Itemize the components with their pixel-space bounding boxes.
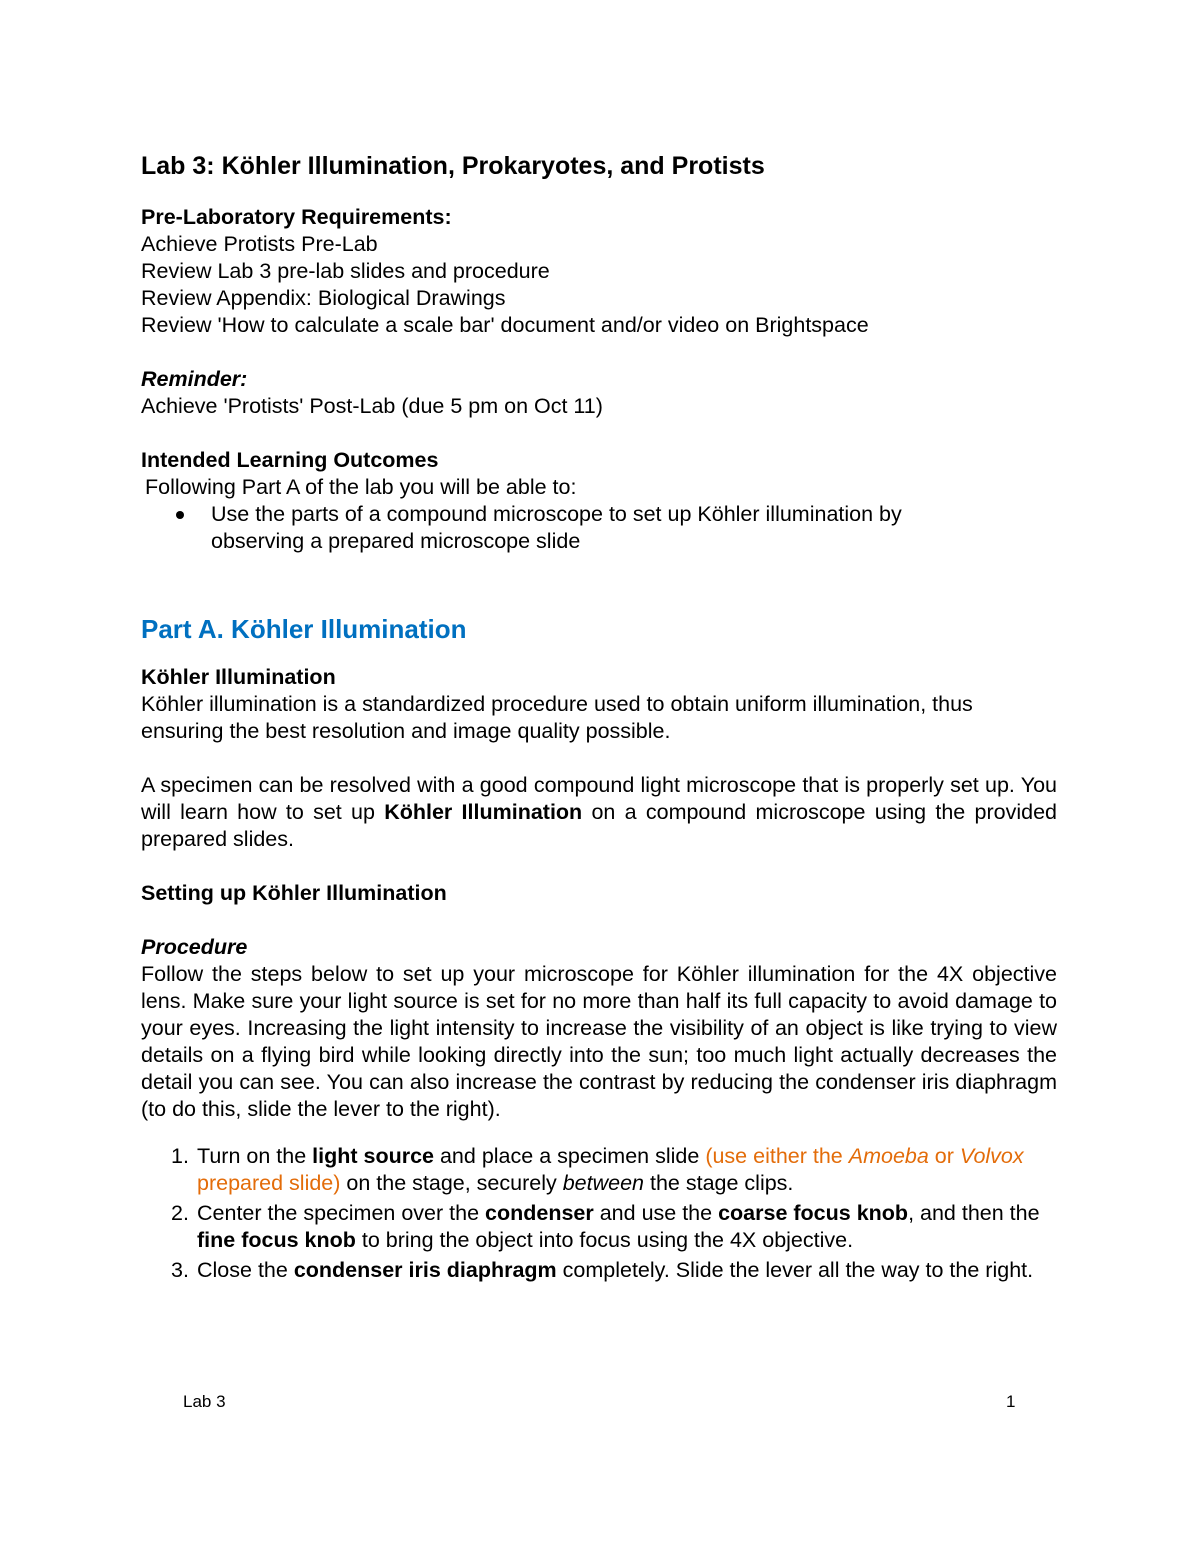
step-number: 3. [171, 1258, 189, 1282]
step-bold-text: condenser iris diaphragm [293, 1258, 557, 1282]
bullet-icon [176, 511, 184, 519]
outcome-line: Use the parts of a compound microscope to set up Köhler illumination by [211, 502, 902, 526]
part-a-title: Part A. Köhler Illumination [141, 614, 467, 644]
prelab-item: Review Appendix: Biological Drawings [141, 286, 506, 310]
step-number: 1. [171, 1144, 189, 1168]
step-text: to bring the object into focus using the 4X objective. [355, 1228, 854, 1252]
step-text: on the stage, securely [340, 1171, 563, 1195]
step-note-italic: Volvox [959, 1144, 1024, 1168]
outcomes-intro: Following Part A of the lab you will be able to: [145, 475, 577, 499]
step-text: Close the [197, 1258, 294, 1282]
step-number: 2. [171, 1201, 189, 1225]
outcome-item [141, 501, 1057, 555]
step-note-text: prepared slide) [197, 1171, 341, 1195]
outcomes-list [141, 501, 1057, 555]
procedure-step [141, 1257, 1057, 1284]
step-note-text: or [928, 1144, 960, 1168]
step-note-text: (use either the [705, 1144, 849, 1168]
prelab-item: Achieve Protists Pre-Lab [141, 232, 378, 256]
specimen-paragraph [141, 772, 1057, 853]
page-content [141, 150, 1057, 1287]
footer-label: Lab 3 [183, 1392, 226, 1411]
procedure-steps [141, 1143, 1057, 1284]
step-text: Center the specimen over the [197, 1201, 486, 1225]
procedure-step [141, 1143, 1057, 1197]
step-text: completely. Slide the lever all the way to the right. [556, 1258, 1034, 1282]
step-text: and place a specimen slide [434, 1144, 706, 1168]
procedure-paragraph: Follow the steps below to set up your microscope for Köhler illumination for the 4X objective lens. Make sure your light source is set for no more than half its full capacity to avoid damage to your eyes. Increasing the light intensity to increase the visibility of an object is like trying to view details on a flying bird while looking directly into the sun; too much light actually decreases the detail you can see. You can also increase the contrast by reducing the condenser iris diaphragm (to do this, slide the lever to the right). [141, 962, 1057, 1121]
outcomes-heading: Intended Learning Outcomes [141, 448, 439, 472]
prelab-item: Review Lab 3 pre-lab slides and procedure [141, 259, 550, 283]
setup-subheading: Setting up Köhler Illumination [141, 881, 447, 905]
step-bold-text: light source [312, 1144, 434, 1168]
paragraph-bold-text: Köhler Illumination [384, 800, 583, 824]
step-bold-text: fine focus knob [197, 1228, 356, 1252]
outcome-line: observing a prepared microscope slide [211, 529, 581, 553]
prelab-item: Review 'How to calculate a scale bar' document and/or video on Brightspace [141, 313, 869, 337]
kohler-subheading: Köhler Illumination [141, 665, 336, 689]
step-text: , and then the [908, 1201, 1040, 1225]
reminder-heading: Reminder: [141, 367, 248, 391]
procedure-step [141, 1200, 1057, 1254]
step-text: Turn on the [197, 1144, 313, 1168]
page-number: 1 [1006, 1392, 1016, 1411]
procedure-heading: Procedure [141, 935, 248, 959]
paragraph-text: A specimen can be resolved with a good compound light microscope that is properly set up. You will learn how to set up [141, 773, 1057, 824]
paragraph-text: on a compound microscope using the provided prepared slides. [141, 800, 1057, 851]
prelab-heading: Pre-Laboratory Requirements: [141, 205, 452, 229]
step-bold-text: condenser [485, 1201, 594, 1225]
step-note-italic: Amoeba [848, 1144, 929, 1168]
reminder-text: Achieve 'Protists' Post-Lab (due 5 pm on Oct 11) [141, 394, 603, 418]
document-title: Lab 3: Köhler Illumination, Prokaryotes, and Protists [141, 152, 765, 180]
step-text: the stage clips. [644, 1171, 794, 1195]
kohler-paragraph: Köhler illumination is a standardized procedure used to obtain uniform illumination, thus ensuring the best resolution and image quality possible. [141, 692, 973, 743]
step-text: and use the [593, 1201, 719, 1225]
step-bold-text: coarse focus knob [718, 1201, 909, 1225]
step-italic-text: between [562, 1171, 645, 1195]
